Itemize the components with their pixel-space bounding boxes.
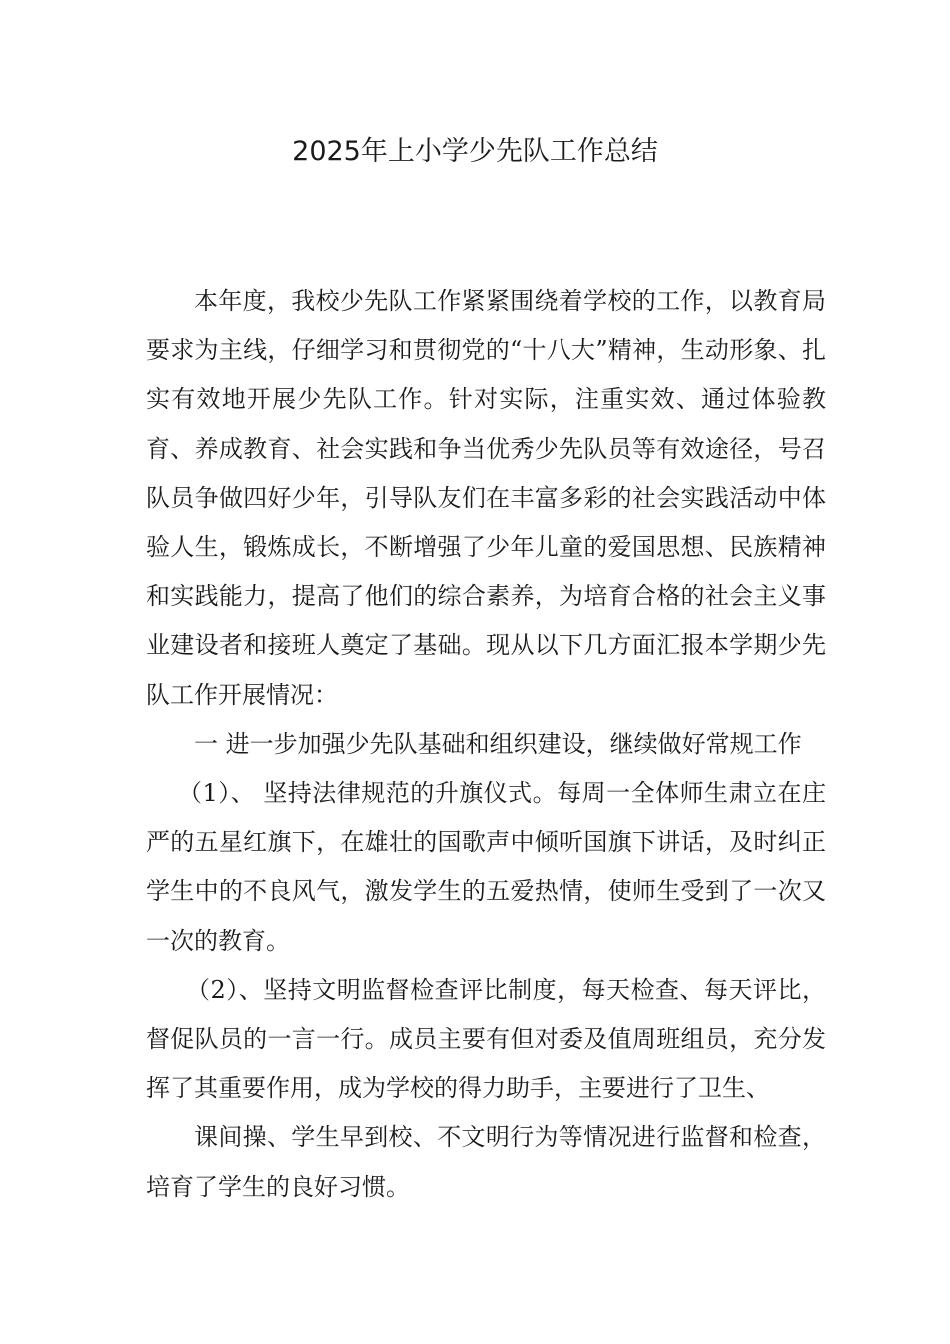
document-body: [146, 277, 826, 1212]
document-title: 2025年上小学少先队工作总结: [292, 136, 658, 167]
section-heading-1: 一 进一步加强少先队基础和组织建设，继续做好常规工作: [194, 729, 802, 758]
paragraph-item-2-continued: 课间操、学生早到校、不文明行为等情况进行监督和检查，培育了学生的良好习惯。: [146, 1123, 826, 1201]
paragraph-item-1: （1）、 坚持法律规范的升旗仪式。每周一全体师生肃立在庄严的五星红旗下，在雄壮的国歌声中倾听国旗下讲话，及时纠正学生中的不良风气，激发学生的五爱热情，使师生受到了一次又一次的教育。: [146, 779, 826, 955]
paragraph-intro: 本年度，我校少先队工作紧紧围绕着学校的工作，以教育局要求为主线，仔细学习和贯彻党的“十八大”精神，生动形象、扎实有效地开展少先队工作。针对实际，注重实效、通过体验教育、养成教育、社会实践和争当优秀少先队员等有效途径，号召队员争做四好少年，引导队友们在丰富多彩的社会实践活动中体验人生，锻炼成长，不断增强了少年儿童的爱国思想、民族精神和实践能力，提高了他们的综合素养，为培育合格的社会主义事业建设者和接班人奠定了基础。现从以下几方面汇报本学期少先队工作开展情况：: [146, 287, 826, 709]
paragraph-item-2: （2）、坚持文明监督检查评比制度，每天检查、每天评比，督促队员的一言一行。成员主要有但对委及值周班组员，充分发挥了其重要作用，成为学校的得力助手，主要进行了卫生、: [146, 975, 826, 1103]
